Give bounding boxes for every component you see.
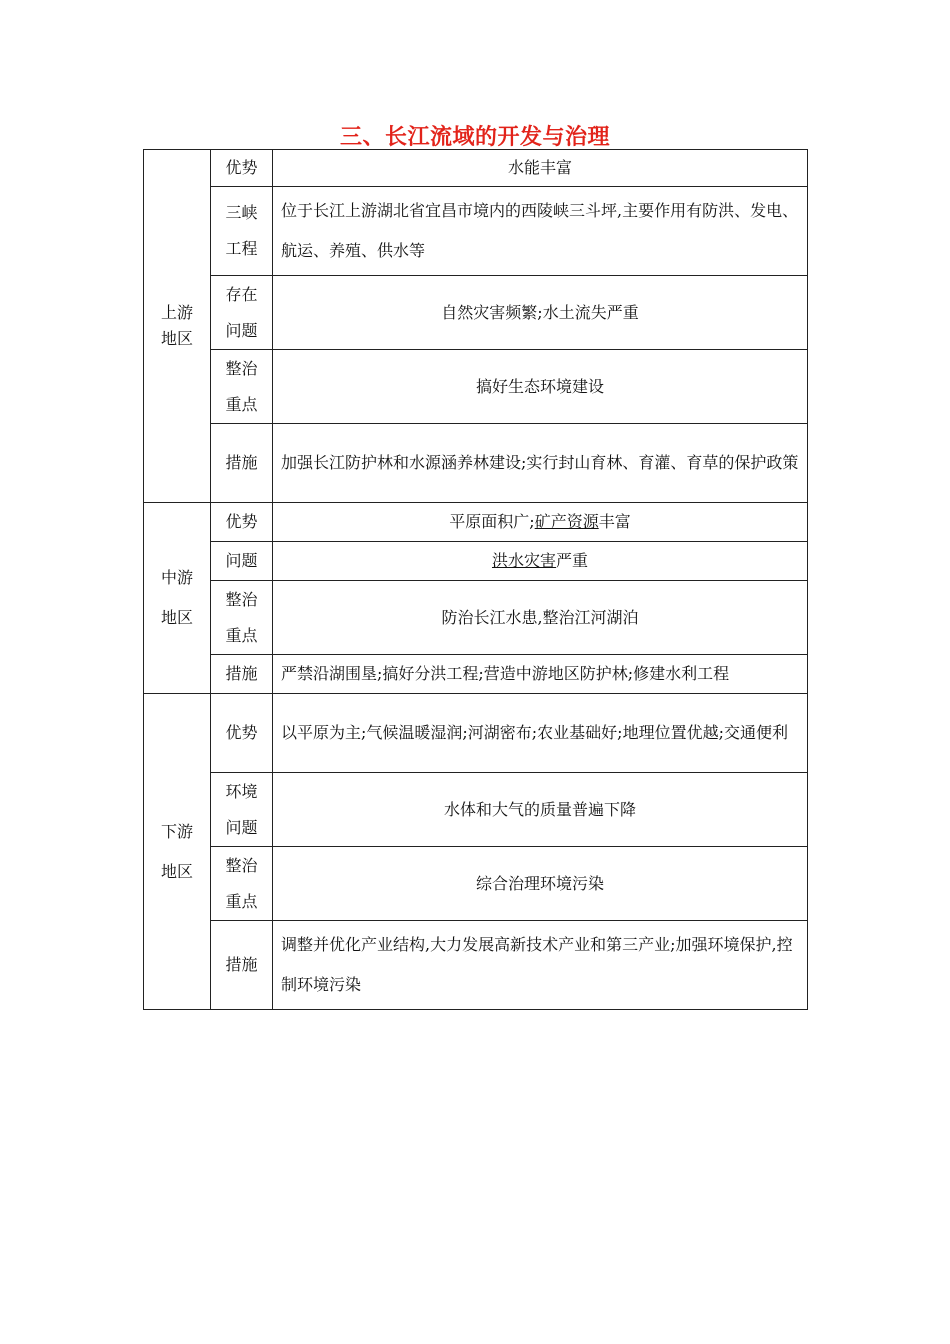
page-title: 三、长江流域的开发与治理 — [339, 125, 610, 150]
table-row — [144, 350, 808, 424]
table-row — [144, 276, 808, 350]
table-row — [144, 424, 808, 503]
category-cell: 措施 — [211, 424, 273, 503]
content-cell: 水能丰富 — [273, 150, 808, 187]
content-cell: 自然灾害频繁;水土流失严重 — [273, 276, 808, 350]
region-label: 地区 — [160, 608, 193, 627]
category-cell: 整治 重点 — [211, 847, 273, 921]
category-cell: 整治 重点 — [211, 581, 273, 655]
region-label: 下游 — [160, 821, 193, 841]
region-label: 地区 — [160, 329, 193, 348]
table-row — [144, 150, 808, 187]
table-row — [144, 581, 808, 655]
content-cell: 加强长江防护林和水源涵养林建设;实行封山育林、育灌、育草的保护政策 — [273, 424, 808, 503]
category-cell: 优势 — [211, 503, 273, 542]
category-cell: 问题 — [211, 542, 273, 581]
category-cell: 环境 问题 — [211, 773, 273, 847]
table-row — [144, 694, 808, 773]
content-cell: 调整并优化产业结构,大力发展高新技术产业和第三产业;加强环境保护,控制环境污染 — [273, 921, 808, 1010]
table-row — [144, 542, 808, 581]
yangtze-table — [143, 149, 808, 1010]
category-cell: 优势 — [211, 150, 273, 187]
content-cell: 防治长江水患,整治江河湖泊 — [273, 581, 808, 655]
category-cell: 存在 问题 — [211, 276, 273, 350]
region-label: 中游 — [160, 568, 193, 587]
category-cell: 优势 — [211, 694, 273, 773]
content-cell: 搞好生态环境建设 — [273, 350, 808, 424]
table-row — [144, 655, 808, 694]
category-cell: 措施 — [211, 655, 273, 694]
content-cell: 以平原为主;气候温暖湿润;河湖密布;农业基础好;地理位置优越;交通便利 — [273, 694, 808, 773]
table-row — [144, 187, 808, 276]
content-cell: 水体和大气的质量普遍下降 — [273, 773, 808, 847]
content-cell: 严禁沿湖围垦;搞好分洪工程;营造中游地区防护林;修建水利工程 — [273, 655, 808, 694]
region-upstream — [144, 150, 211, 503]
content-cell: 综合治理环境污染 — [273, 847, 808, 921]
category-cell: 整治 重点 — [211, 350, 273, 424]
region-label: 地区 — [160, 861, 193, 881]
content-cell: 洪水灾害严重 — [273, 542, 808, 581]
table-row — [144, 921, 808, 1010]
content-cell: 位于长江上游湖北省宜昌市境内的西陵峡三斗坪,主要作用有防洪、发电、航运、养殖、供水等 — [273, 187, 808, 276]
region-label: 上游 — [160, 303, 193, 322]
region-midstream — [144, 503, 211, 694]
content-cell: 平原面积广;矿产资源丰富 — [273, 503, 808, 542]
table-row — [144, 503, 808, 542]
region-downstream — [144, 694, 211, 1010]
category-cell: 措施 — [211, 921, 273, 1010]
category-cell: 三峡 工程 — [211, 187, 273, 276]
table-row — [144, 773, 808, 847]
table-row — [144, 847, 808, 921]
